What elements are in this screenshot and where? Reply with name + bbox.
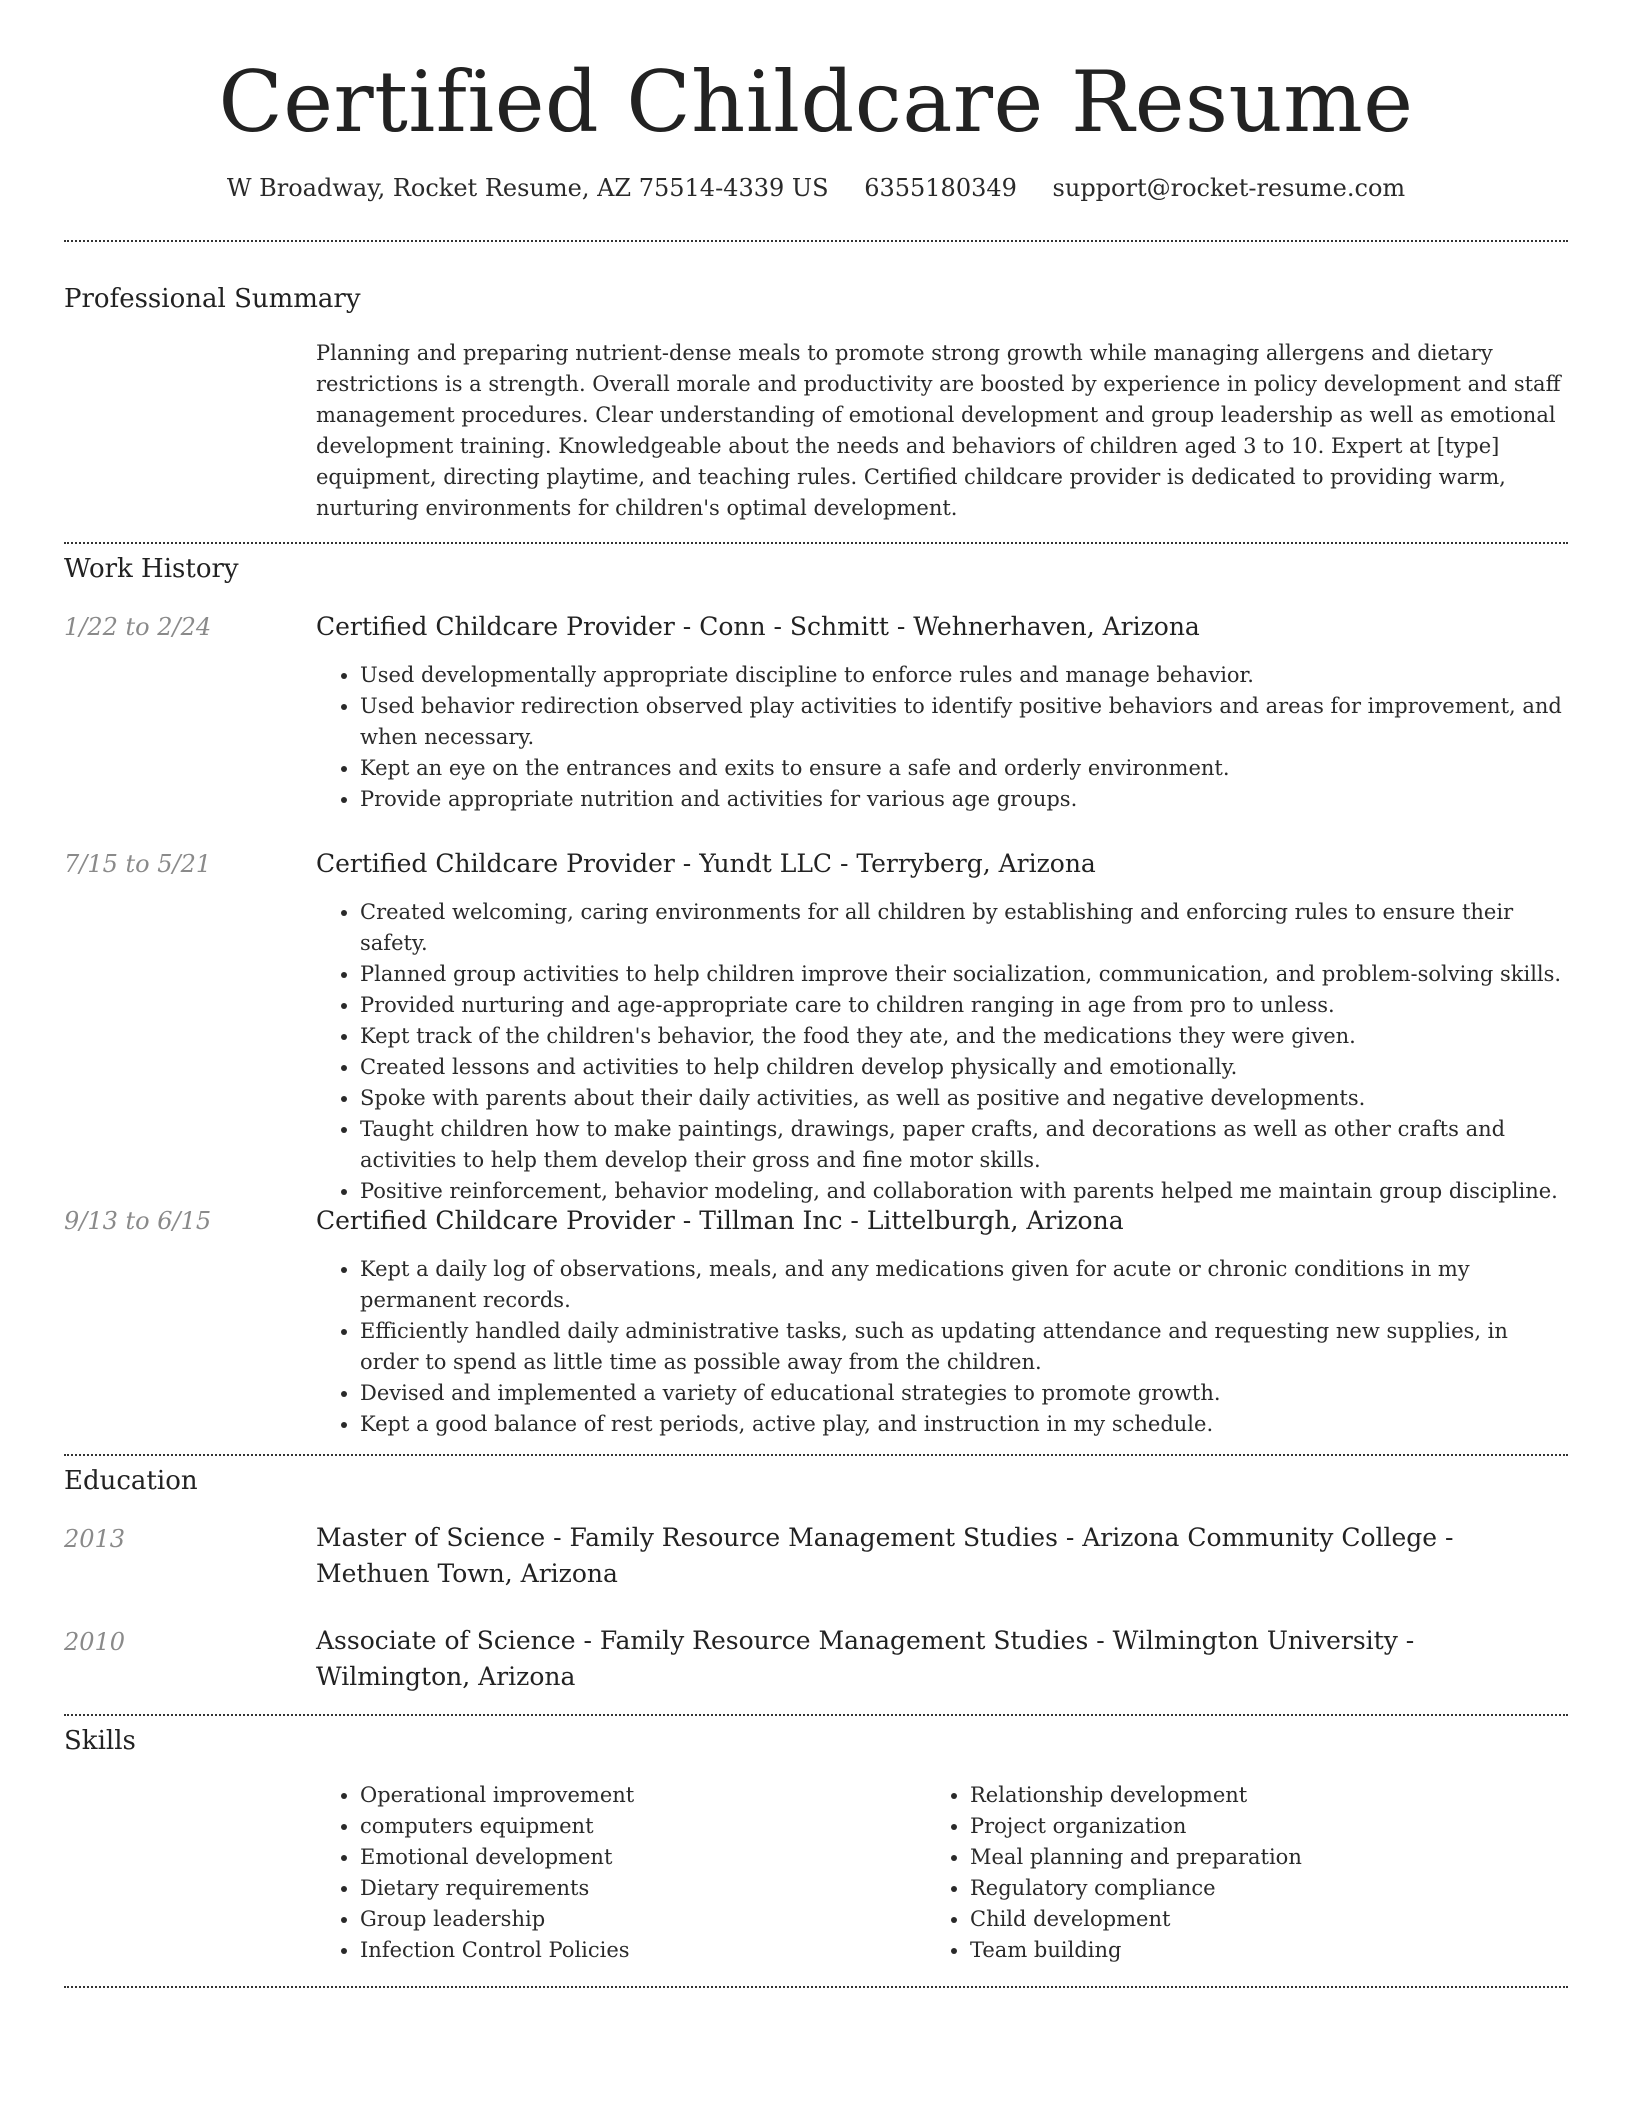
contact-email: support@rocket-resume.com	[1052, 174, 1406, 202]
resume-title: Certified Childcare Resume	[218, 53, 1414, 151]
list-item: • Provide appropriate nutrition and activities for various age groups.	[360, 784, 1568, 815]
list-item: • Kept track of the children's behavior, the food they ate, and the medications they were given.	[360, 1021, 1568, 1052]
list-item: • Relationship development	[970, 1780, 1486, 1811]
job-bullets	[316, 1254, 1568, 1440]
education-year: 2010	[64, 1628, 126, 1656]
education-year: 2013	[64, 1525, 126, 1553]
contact-line	[0, 172, 1632, 204]
section-divider	[64, 1986, 1568, 1988]
skills-list-right	[926, 1780, 1486, 1966]
education-title: Master of Science - Family Resource Management Studies - Arizona Community College - Methuen Town, Arizona	[316, 1523, 1454, 1588]
list-item: • Operational improvement	[360, 1780, 876, 1811]
list-item: • Kept an eye on the entrances and exits to ensure a safe and orderly environment.	[360, 753, 1568, 784]
job-bullets	[316, 660, 1568, 815]
skills-list-left	[316, 1780, 876, 1966]
list-item: • Regulatory compliance	[970, 1873, 1486, 1904]
list-item: • Emotional development	[360, 1842, 876, 1873]
job-title: Certified Childcare Provider - Tillman Inc - Littelburgh, Arizona	[316, 1206, 1124, 1235]
list-item: • Used developmentally appropriate discipline to enforce rules and manage behavior.	[360, 660, 1568, 691]
list-item: • Team building	[970, 1935, 1486, 1966]
list-item: • Dietary requirements	[360, 1873, 876, 1904]
section-divider	[64, 1454, 1568, 1456]
job-dates: 9/13 to 6/15	[64, 1207, 212, 1235]
list-item: • Planned group activities to help children improve their socialization, communication, and problem-solving skills.	[360, 959, 1568, 990]
contact-address: W Broadway, Rocket Resume, AZ 75514-4339 US	[226, 174, 829, 202]
list-item: • Taught children how to make paintings, drawings, paper crafts, and decorations as well as other crafts and activities to help them develop their gross and fine motor skills.	[360, 1114, 1568, 1176]
list-item: • Positive reinforcement, behavior modeling, and collaboration with parents helped me maintain group discipline.	[360, 1176, 1568, 1207]
job-dates: 1/22 to 2/24	[64, 613, 212, 641]
contact-phone: 6355180349	[864, 174, 1017, 202]
section-title-skills: Skills	[64, 1726, 136, 1756]
section-title-summary: Professional Summary	[64, 284, 361, 314]
list-item: • Provided nurturing and age-appropriate care to children ranging in age from pro to unless.	[360, 990, 1568, 1021]
job-bullets	[316, 897, 1568, 1207]
summary-text: Planning and preparing nutrient-dense meals to promote strong growth while managing allergens and dietary restrictions is a strength. Overall morale and productivity are boosted by experience in policy development and staff management procedures. Clear understanding of emotional development and group leadership as well as emotional development training. Knowledgeable about the needs and behaviors of children aged 3 to 10. Expert at [type] equipment, directing playtime, and teaching rules. Certified childcare provider is dedicated to providing warm, nurturing environments for children's optimal development.	[316, 341, 1561, 520]
section-divider	[64, 542, 1568, 544]
list-item: • Created lessons and activities to help children develop physically and emotionally.	[360, 1052, 1568, 1083]
section-title-education: Education	[64, 1466, 198, 1496]
list-item: • Used behavior redirection observed play activities to identify positive behaviors and areas for improvement, and when necessary.	[360, 691, 1568, 753]
section-divider	[64, 240, 1568, 242]
list-item: • Devised and implemented a variety of educational strategies to promote growth.	[360, 1378, 1568, 1409]
list-item: • Group leadership	[360, 1904, 876, 1935]
list-item: • computers equipment	[360, 1811, 876, 1842]
job-title: Certified Childcare Provider - Conn - Schmitt - Wehnerhaven, Arizona	[316, 612, 1200, 641]
education-title: Associate of Science - Family Resource Management Studies - Wilmington University - Wilmington, Arizona	[316, 1626, 1415, 1691]
list-item: • Project organization	[970, 1811, 1486, 1842]
job-dates: 7/15 to 5/21	[64, 850, 212, 878]
section-divider	[64, 1714, 1568, 1716]
job-title: Certified Childcare Provider - Yundt LLC - Terryberg, Arizona	[316, 849, 1096, 878]
section-title-work: Work History	[64, 554, 239, 584]
list-item: • Meal planning and preparation	[970, 1842, 1486, 1873]
list-item: • Child development	[970, 1904, 1486, 1935]
list-item: • Infection Control Policies	[360, 1935, 876, 1966]
list-item: • Created welcoming, caring environments for all children by establishing and enforcing rules to ensure their safety.	[360, 897, 1568, 959]
list-item: • Efficiently handled daily administrative tasks, such as updating attendance and requesting new supplies, in order to spend as little time as possible away from the children.	[360, 1316, 1568, 1378]
list-item: • Kept a good balance of rest periods, active play, and instruction in my schedule.	[360, 1409, 1568, 1440]
list-item: • Kept a daily log of observations, meals, and any medications given for acute or chronic conditions in my permanent records.	[360, 1254, 1568, 1316]
list-item: • Spoke with parents about their daily activities, as well as positive and negative developments.	[360, 1083, 1568, 1114]
